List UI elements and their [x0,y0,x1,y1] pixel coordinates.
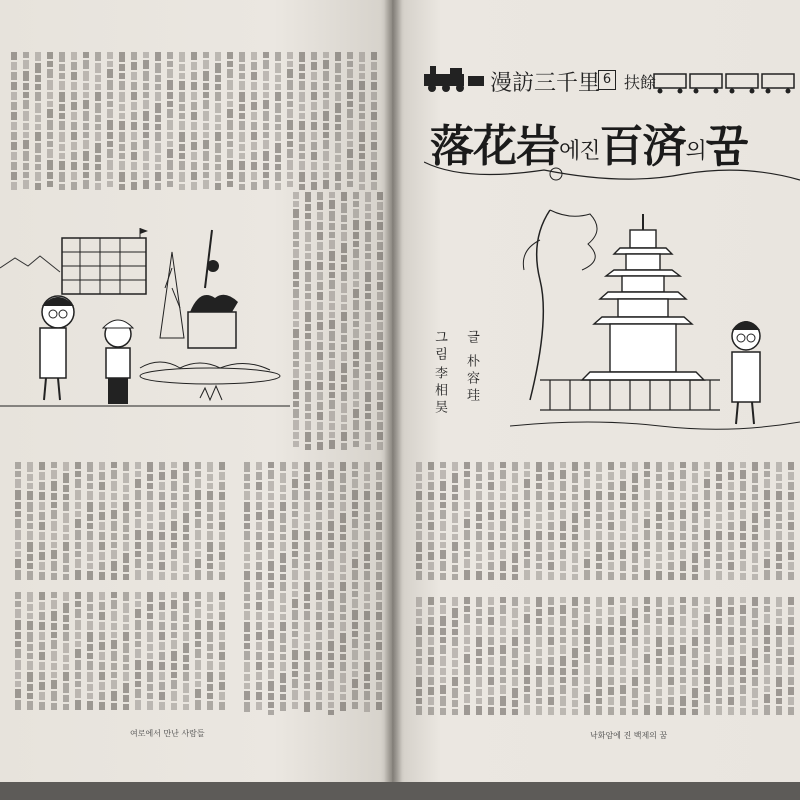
illustrator-role: 그림 [432,330,447,364]
left-lower-text-block-1 [8,460,228,580]
pagoda-illustration [510,200,800,440]
left-illustration [0,228,290,428]
title-part-3: 百済 [599,121,686,172]
credits [422,330,482,442]
footer-right: 낙화암에 진 백제의 꿈 [590,731,668,740]
left-lower-text-block-2 [8,590,228,715]
title-part-5: 꿈 [705,121,748,172]
right-lower-text-block [405,595,797,720]
series-header [420,64,800,98]
title-flourish [424,156,800,190]
footer-left: 여로에서 만난 사람들 [130,729,205,738]
writer-name: 朴容珪 [464,354,479,405]
illustrator-name: 李相昊 [432,366,447,417]
title-part-4: 의 [685,139,706,164]
series-place: 扶餘 [624,73,657,92]
series-number: 6 [598,70,616,90]
series-title: 漫訪三千里 [490,71,601,96]
left-upper-text-block [8,50,380,190]
right-upper-text-block [405,460,797,585]
title-part-1: 落花岩 [430,121,559,172]
writer-role: 글 [464,330,479,347]
train-car-icon [652,72,800,94]
book-gutter [384,0,402,782]
left-lower-text-block-3 [235,460,385,715]
table-surface [0,782,800,800]
left-side-text-block [290,190,386,450]
title-part-2: 에진 [559,139,600,164]
locomotive-icon [420,66,486,94]
